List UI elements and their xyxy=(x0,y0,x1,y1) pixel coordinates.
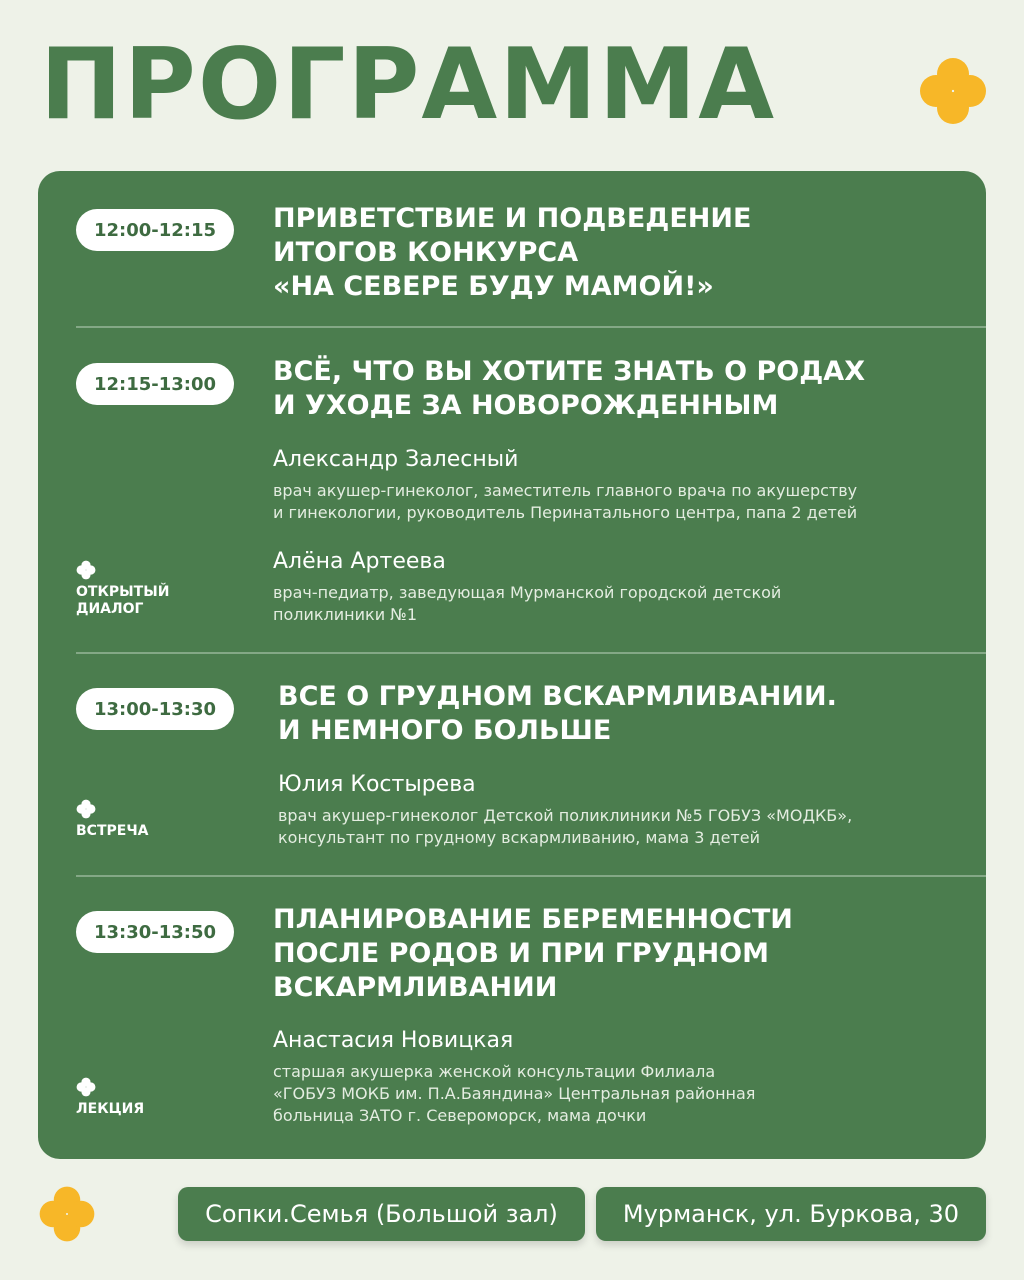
speaker-role-line: врач акушер-гинеколог Детской поликлиники №5 ГОБУЗ «МОДКБ», xyxy=(278,806,853,825)
small-clover-icon xyxy=(76,560,96,580)
time-badge: 13:30-13:50 xyxy=(76,911,234,953)
format-tag-label: ЛЕКЦИЯ xyxy=(76,1101,145,1117)
speaker xyxy=(273,446,923,524)
format-tag-label: ОТКРЫТЫЙ ДИАЛОГ xyxy=(76,584,170,617)
time-badge: 12:15-13:00 xyxy=(76,363,234,405)
speaker-name: Анастасия Новицкая xyxy=(273,1028,514,1053)
session-title-line: ВСЕ О ГРУДНОМ ВСКАРМЛИВАНИИ. xyxy=(278,681,837,712)
speaker-name: Алёна Артеева xyxy=(273,549,446,574)
session-title xyxy=(273,202,913,304)
session-title-line: «НА СЕВЕРЕ БУДУ МАМОЙ!» xyxy=(273,271,714,302)
speaker xyxy=(273,1027,923,1127)
session-title-line: ВСЁ, ЧТО ВЫ ХОТИТЕ ЗНАТЬ О РОДАХ xyxy=(273,356,866,387)
speaker-role xyxy=(273,582,923,626)
format-tag-label: ВСТРЕЧА xyxy=(76,823,149,839)
session-title-line: ПРИВЕТСТВИЕ И ПОДВЕДЕНИЕ xyxy=(273,203,752,234)
speaker-role xyxy=(273,480,923,524)
speaker-role-line: врач акушер-гинеколог, заместитель главного врача по акушерству xyxy=(273,481,858,500)
speaker-role-line: поликлиники №1 xyxy=(273,605,417,624)
session-title-line: ВСКАРМЛИВАНИИ xyxy=(273,972,558,1003)
session-title-line: ПОСЛЕ РОДОВ И ПРИ ГРУДНОМ xyxy=(273,938,770,969)
session-title-line: И УХОДЕ ЗА НОВОРОЖДЕННЫМ xyxy=(273,390,779,421)
format-tag xyxy=(76,560,186,618)
divider xyxy=(76,652,986,654)
speaker-role-line: «ГОБУЗ МОКБ им. П.А.Баяндина» Центральная районная xyxy=(273,1084,756,1103)
speaker-role xyxy=(278,805,928,849)
divider xyxy=(76,875,986,877)
divider xyxy=(76,326,986,328)
session-title xyxy=(273,355,913,423)
session-title-line: И НЕМНОГО БОЛЬШЕ xyxy=(278,715,612,746)
time-badge: 12:00-12:15 xyxy=(76,209,234,251)
speaker-name: Александр Залесный xyxy=(273,447,519,472)
address-label: Мурманск, ул. Буркова, 30 xyxy=(596,1187,986,1241)
session-title-line: ПЛАНИРОВАНИЕ БЕРЕМЕННОСТИ xyxy=(273,904,793,935)
speaker-role-line: больница ЗАТО г. Североморск, мама дочки xyxy=(273,1106,647,1125)
speaker-name: Юлия Костырева xyxy=(278,772,476,797)
speaker-role xyxy=(273,1061,923,1127)
small-clover-icon xyxy=(76,1077,96,1097)
program-card xyxy=(38,171,986,1159)
format-tag xyxy=(76,799,186,840)
session-title xyxy=(278,680,918,748)
speaker-role-line: консультант по грудному вскармливанию, мама 3 детей xyxy=(278,828,760,847)
speaker-role-line: врач-педиатр, заведующая Мурманской городской детской xyxy=(273,583,782,602)
clover-icon xyxy=(38,1185,96,1243)
clover-icon xyxy=(918,56,988,126)
page-title: ПРОГРАММА xyxy=(40,28,777,142)
time-badge: 13:00-13:30 xyxy=(76,688,234,730)
speaker-role-line: старшая акушерка женской консультации Филиала xyxy=(273,1062,716,1081)
session-title xyxy=(273,903,913,1005)
format-tag xyxy=(76,1077,186,1118)
session-title-line: ИТОГОВ КОНКУРСА xyxy=(273,237,579,268)
speaker xyxy=(278,771,928,849)
small-clover-icon xyxy=(76,799,96,819)
speaker-role-line: и гинекологии, руководитель Перинатального центра, папа 2 детей xyxy=(273,503,858,522)
speaker xyxy=(273,548,923,626)
venue-label: Сопки.Семья (Большой зал) xyxy=(178,1187,585,1241)
